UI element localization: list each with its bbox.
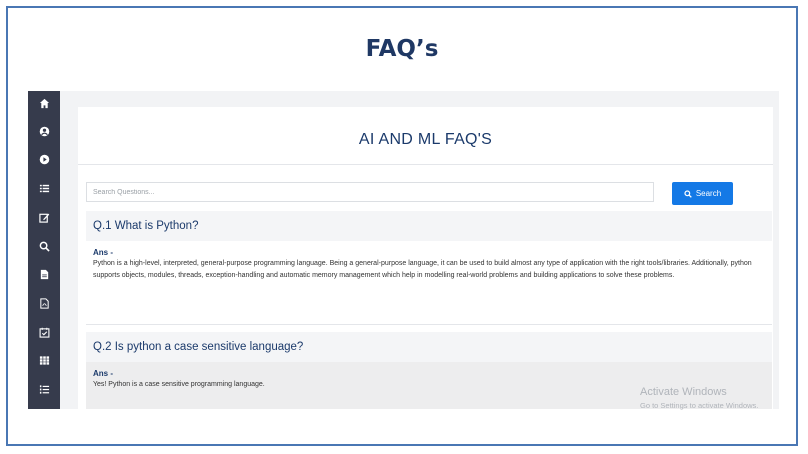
sidebar — [28, 91, 60, 409]
page-title: AI AND ML FAQ'S — [358, 131, 493, 148]
ordered-list-icon[interactable] — [28, 379, 60, 399]
faq-panel — [78, 107, 773, 409]
activation-watermark — [640, 386, 758, 410]
play-icon[interactable] — [28, 149, 60, 169]
watermark-title: Activate Windows — [640, 386, 727, 398]
home-icon[interactable] — [28, 93, 60, 113]
search-icon[interactable] — [28, 236, 60, 256]
pdf-icon[interactable] — [28, 293, 60, 313]
answer-label: Ans - — [93, 369, 113, 378]
user-icon[interactable] — [28, 121, 60, 141]
faq-question[interactable]: Q.2 Is python a case sensitive language? — [86, 332, 772, 362]
search-button[interactable] — [672, 182, 733, 205]
grid-icon[interactable] — [28, 350, 60, 370]
divider — [86, 324, 772, 325]
answer-label: Ans - — [93, 248, 113, 257]
app-screenshot — [28, 91, 779, 409]
watermark-subtitle: Go to Settings to activate Windows. — [640, 401, 759, 410]
edit-icon[interactable] — [28, 207, 60, 227]
slide-title: FAQ’s — [365, 36, 439, 62]
calendar-check-icon[interactable] — [28, 322, 60, 342]
faq-answer — [86, 241, 772, 281]
divider — [78, 164, 773, 165]
faq-question[interactable]: Q.1 What is Python? — [86, 211, 772, 241]
search-button-label: Search — [695, 189, 722, 198]
search-icon — [684, 190, 692, 198]
answer-text: Yes! Python is a case sensitive programming language. — [93, 381, 265, 388]
list-icon[interactable] — [28, 178, 60, 198]
document-icon[interactable] — [28, 264, 60, 284]
answer-text: Python is a high-level, interpreted, general-purpose programming language. Being a general-purpose language, it can be used to build almost any type of application with the right tools/libraries. Additionally, python supports objects, modules, threads, exception-handling and automatic memory management which help in modelling real-world problems and building applications to solve these problems. — [93, 260, 752, 279]
search-input[interactable] — [86, 182, 654, 202]
